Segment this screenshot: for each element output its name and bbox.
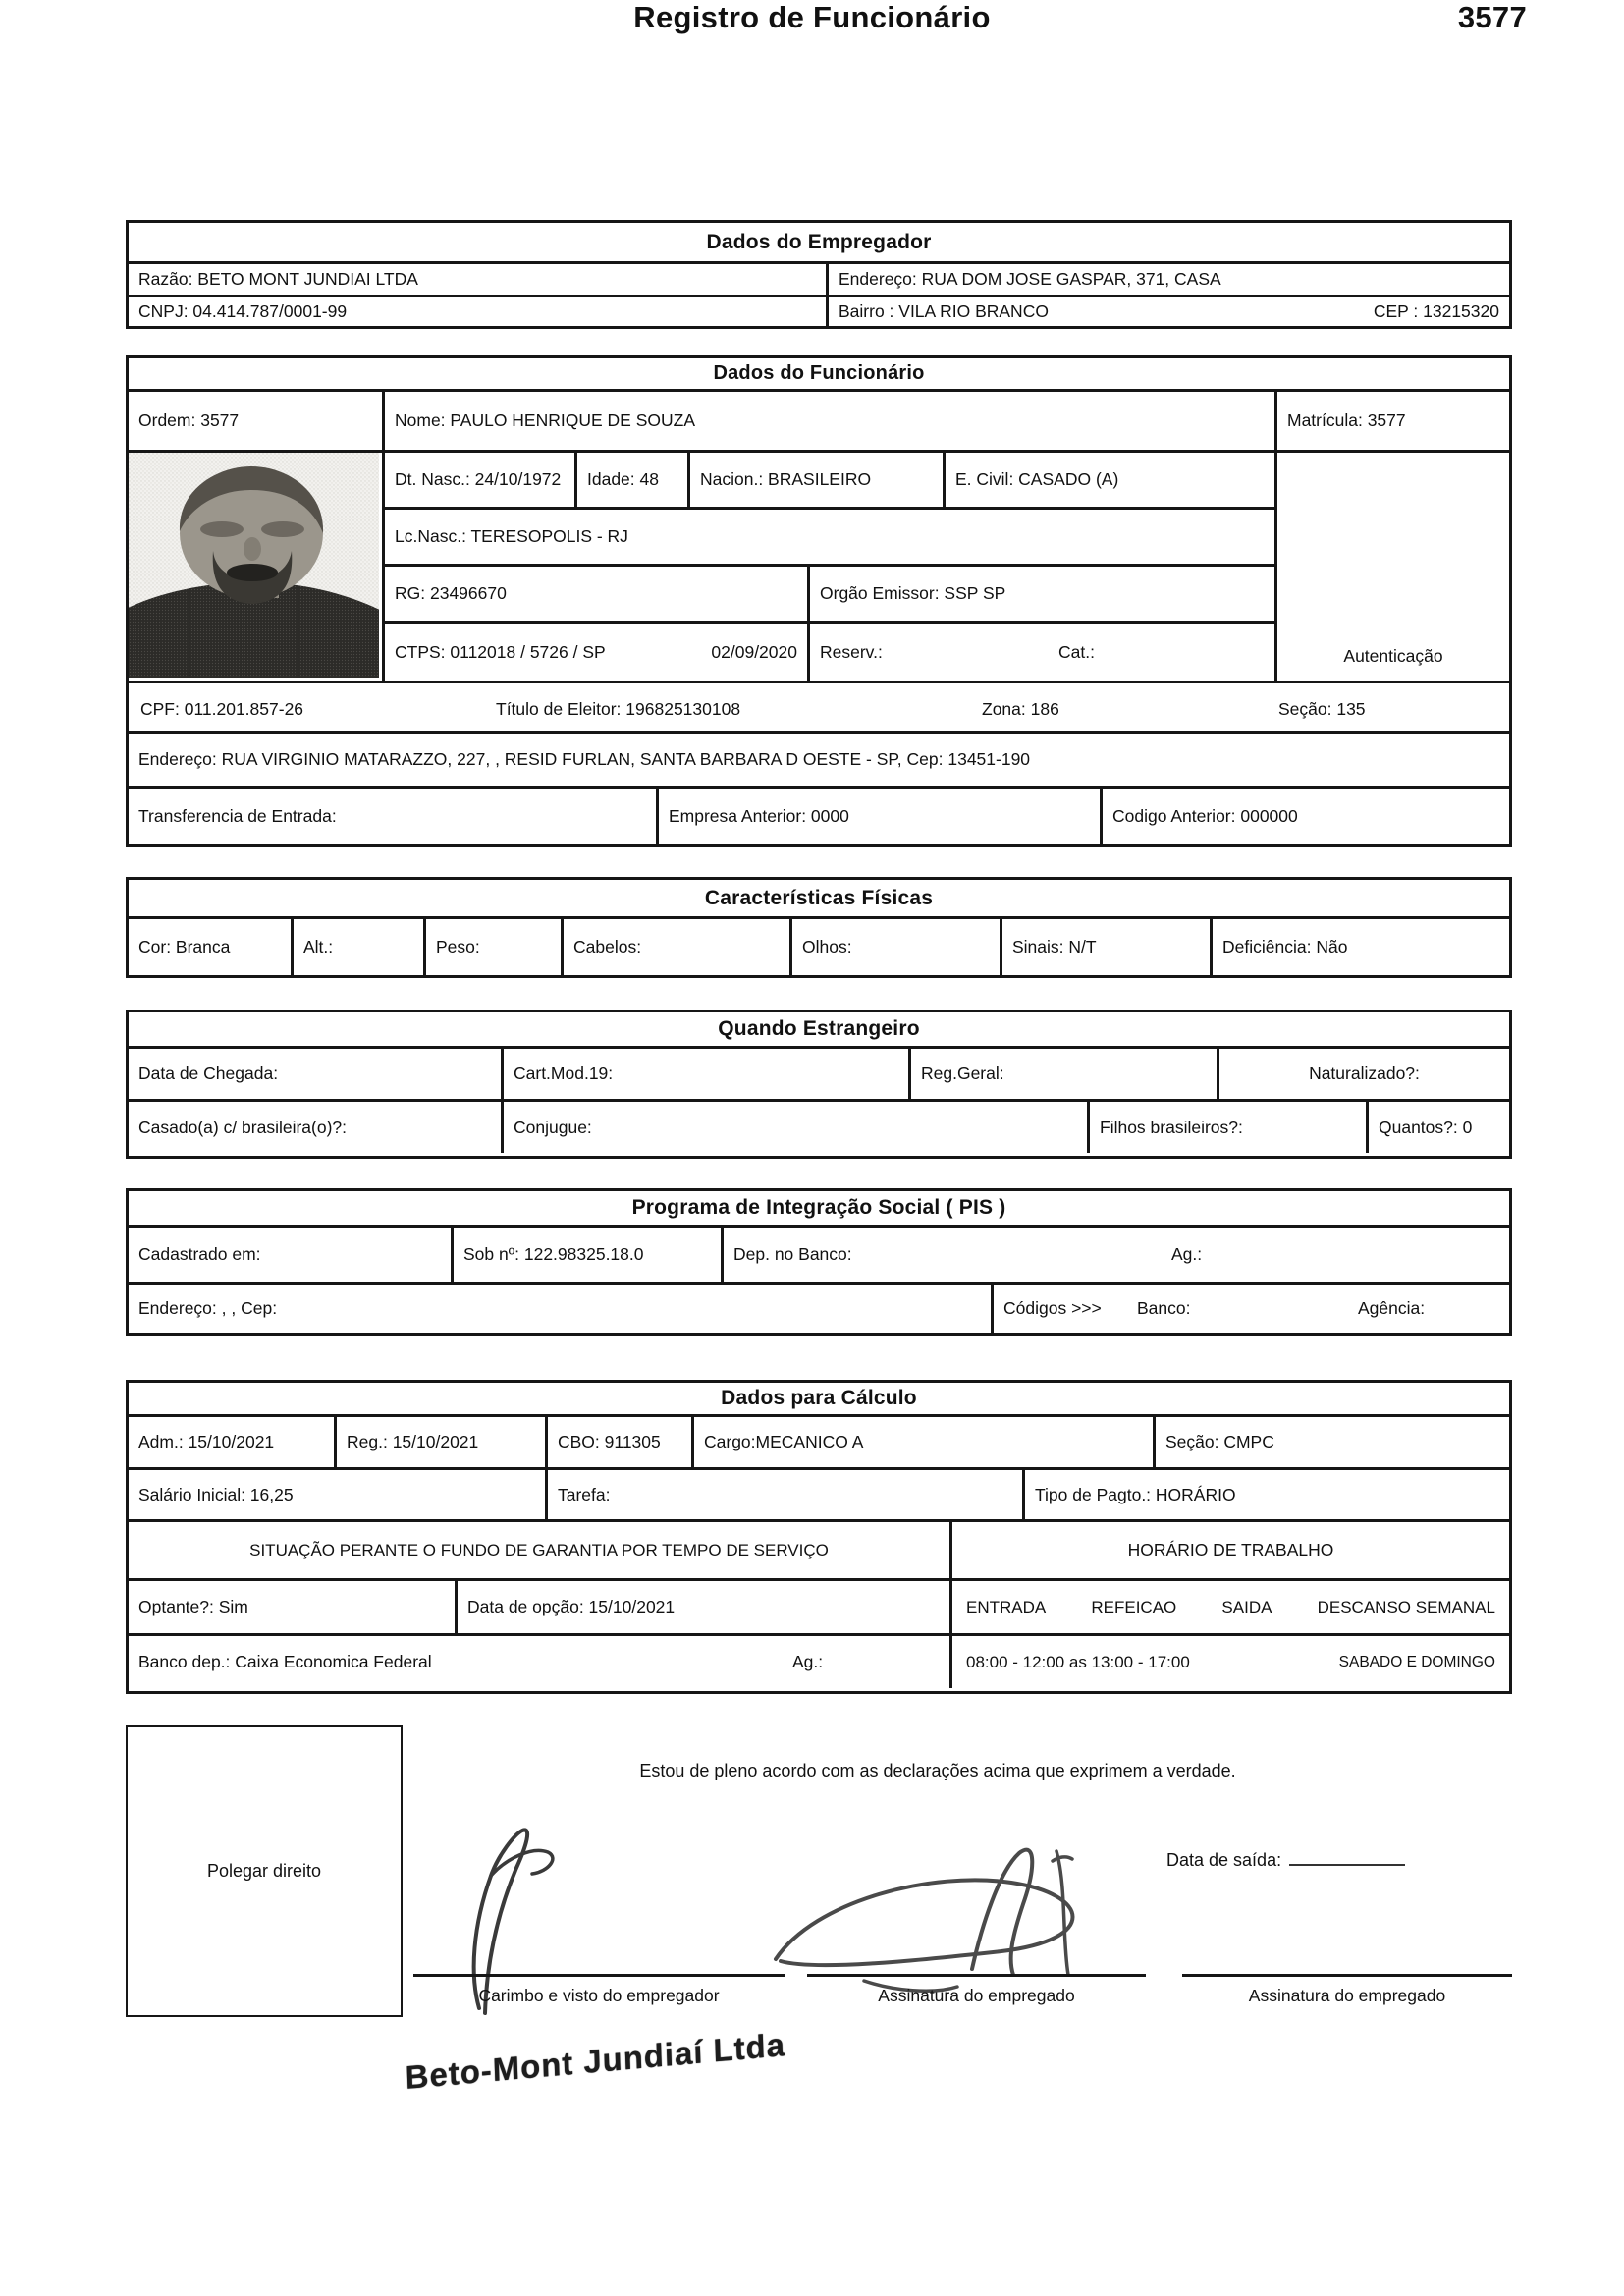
col-entrada: ENTRADA	[966, 1597, 1047, 1616]
field-salario-inicial: Salário Inicial: 16,25	[129, 1470, 548, 1519]
field-estado-civil: E. Civil: CASADO (A)	[955, 469, 1119, 489]
field-peso: Peso:	[426, 919, 564, 975]
field-endereco-empregador: Endereço: RUA DOM JOSE GASPAR, 371, CASA	[839, 269, 1221, 289]
section-pis	[126, 1188, 1512, 1336]
field-dt-nasc: Dt. Nasc.: 24/10/1972	[385, 453, 577, 507]
ctps-number: CTPS: 0112018 / 5726 / SP	[395, 641, 606, 662]
field-cep: CEP : 13215320	[1373, 301, 1499, 321]
field-autenticacao: Autenticação	[1343, 646, 1443, 666]
field-orgao-emissor: Orgão Emissor: SSP SP	[820, 583, 1006, 603]
field-codigo-anterior: Codigo Anterior: 000000	[1112, 805, 1298, 826]
declaration-text: Estou de pleno acordo com as declarações acima que exprimem a verdade.	[639, 1761, 1236, 1780]
field-pis-endereco: Endereço: , , Cep:	[129, 1285, 994, 1333]
dep-banco-label: Dep. no Banco:	[733, 1244, 852, 1264]
field-registro: Reg.: 15/10/2021	[337, 1417, 548, 1467]
field-bairro: Bairro : VILA RIO BRANCO	[839, 301, 1049, 321]
pis-ag-label: Ag.:	[1171, 1244, 1203, 1264]
thumbprint-box	[126, 1725, 403, 2017]
field-razao: Razão: BETO MONT JUNDIAI LTDA	[129, 264, 829, 295]
field-endereco-funcionario: Endereço: RUA VIRGINIO MATARAZZO, 227, , RESID FURLAN, SANTA BARBARA D OESTE - SP, Cep: 13451-190	[138, 749, 1031, 769]
fgts-header: SITUAÇÃO PERANTE O FUNDO DE GARANTIA POR TEMPO DE SERVIÇO	[129, 1522, 952, 1578]
section-funcionario	[126, 355, 1512, 847]
field-cart-mod: Cart.Mod.19:	[504, 1049, 911, 1099]
employer-signature-label: Carimbo e visto do empregador	[478, 1986, 720, 2005]
field-olhos: Olhos:	[792, 919, 1002, 975]
field-admissao: Adm.: 15/10/2021	[129, 1417, 337, 1467]
field-nacionalidade: Nacion.: BRASILEIRO	[690, 453, 946, 507]
horario-columns	[952, 1581, 1509, 1633]
banco-dep-label: Banco dep.: Caixa Economica Federal	[138, 1652, 432, 1671]
field-secao-trabalho: Seção: CMPC	[1165, 1432, 1274, 1451]
field-reserv-cat	[810, 624, 1274, 681]
field-idade: Idade: 48	[577, 453, 690, 507]
data-saida-label: Data de saída:	[1166, 1850, 1282, 1870]
employer-signature-line	[413, 1974, 785, 1977]
employee-photo	[129, 453, 379, 678]
field-cpf: CPF: 011.201.857-26	[140, 699, 304, 719]
field-zona: Zona: 186	[982, 699, 1059, 719]
col-saida: SAIDA	[1221, 1597, 1272, 1616]
field-conjugue: Conjugue:	[504, 1102, 1090, 1153]
data-saida-line	[1289, 1850, 1405, 1866]
employee-signature-label-1: Assinatura do empregado	[878, 1986, 1075, 2005]
row-cpf	[129, 681, 1509, 734]
field-transferencia: Transferencia de Entrada:	[129, 789, 659, 844]
field-ordem: Ordem: 3577	[129, 392, 385, 450]
field-filhos-brasileiros: Filhos brasileiros?:	[1090, 1102, 1369, 1153]
field-optante: Optante?: Sim	[129, 1581, 458, 1633]
field-data-opcao: Data de opção: 15/10/2021	[458, 1581, 952, 1633]
section-fisicas	[126, 877, 1512, 978]
banco-dep-ag: Ag.:	[792, 1652, 824, 1671]
codigos-label: Códigos >>>	[1003, 1298, 1102, 1318]
field-secao-eleitoral: Seção: 135	[1278, 699, 1366, 719]
horario-horas: 08:00 - 12:00 as 13:00 - 17:00	[966, 1652, 1190, 1671]
data-saida	[1166, 1850, 1405, 1871]
horario-header: HORÁRIO DE TRABALHO	[1127, 1540, 1334, 1559]
photo-cell	[129, 453, 385, 681]
field-horario-valores	[952, 1636, 1509, 1688]
section-calculo-title: Dados para Cálculo	[129, 1383, 1509, 1417]
field-altura: Alt.:	[294, 919, 426, 975]
employee-signature-line-1	[807, 1974, 1146, 1977]
field-cadastrado-em: Cadastrado em:	[129, 1228, 454, 1282]
employee-signature-line-2	[1182, 1974, 1512, 1977]
horario-descanso-valor: SABADO E DOMINGO	[1338, 1653, 1495, 1670]
field-codigos-banco-agencia	[994, 1285, 1509, 1333]
field-ctps	[385, 624, 810, 681]
page-title: Registro de Funcionário	[633, 0, 991, 34]
field-casado-brasileira: Casado(a) c/ brasileira(o)?:	[129, 1102, 504, 1153]
field-tipo-pagto: Tipo de Pagto.: HORÁRIO	[1035, 1484, 1236, 1504]
thumbprint-label: Polegar direito	[206, 1861, 322, 1881]
field-cabelos: Cabelos:	[564, 919, 792, 975]
field-sob-numero: Sob nº: 122.98325.18.0	[454, 1228, 724, 1282]
company-stamp: Beto-Mont Jundiaí Ltda	[405, 2026, 786, 2096]
field-banco-deposito	[129, 1636, 952, 1688]
section-empregador-title: Dados do Empregador	[129, 223, 1509, 264]
form-number: 3577	[1457, 0, 1527, 34]
field-bairro-cep	[829, 297, 1509, 326]
field-deficiencia: Deficiência: Não	[1222, 937, 1348, 957]
section-empregador	[126, 220, 1512, 329]
section-estrangeiro-title: Quando Estrangeiro	[129, 1012, 1509, 1049]
employee-signature-label-2: Assinatura do empregado	[1248, 1986, 1446, 2005]
section-funcionario-title: Dados do Funcionário	[129, 358, 1509, 392]
field-cnpj: CNPJ: 04.414.787/0001-99	[129, 297, 829, 326]
field-categoria: Cat.:	[1058, 641, 1095, 662]
agencia-label: Agência:	[1358, 1298, 1426, 1318]
field-reservista: Reserv.:	[820, 641, 883, 662]
field-cbo: CBO: 911305	[548, 1417, 694, 1467]
funcionario-middle-column	[385, 453, 1277, 681]
banco-label: Banco:	[1137, 1298, 1191, 1318]
field-nome: Nome: PAULO HENRIQUE DE SOUZA	[385, 392, 1277, 450]
field-local-nascimento: Lc.Nasc.: TERESOPOLIS - RJ	[395, 526, 628, 546]
section-fisicas-title: Características Físicas	[129, 880, 1509, 919]
ctps-date: 02/09/2020	[711, 641, 797, 662]
field-dep-banco	[724, 1228, 1509, 1282]
field-rg: RG: 23496670	[385, 567, 810, 621]
field-titulo-eleitor: Título de Eleitor: 196825130108	[496, 699, 741, 719]
field-data-chegada: Data de Chegada:	[129, 1049, 504, 1099]
field-quantos: Quantos?: 0	[1379, 1117, 1473, 1137]
field-tarefa: Tarefa:	[548, 1470, 1025, 1519]
field-sinais: Sinais: N/T	[1002, 919, 1213, 975]
field-cor: Cor: Branca	[129, 919, 294, 975]
section-calculo	[126, 1380, 1512, 1694]
col-descanso: DESCANSO SEMANAL	[1317, 1597, 1495, 1616]
field-naturalizado: Naturalizado?:	[1309, 1064, 1420, 1083]
field-empresa-anterior: Empresa Anterior: 0000	[659, 789, 1103, 844]
field-matricula: Matrícula: 3577	[1287, 410, 1406, 430]
field-reg-geral: Reg.Geral:	[911, 1049, 1219, 1099]
section-pis-title: Programa de Integração Social ( PIS )	[129, 1191, 1509, 1228]
section-estrangeiro	[126, 1010, 1512, 1159]
field-cargo: Cargo:MECANICO A	[694, 1417, 1156, 1467]
col-refeicao: REFEICAO	[1091, 1597, 1177, 1616]
